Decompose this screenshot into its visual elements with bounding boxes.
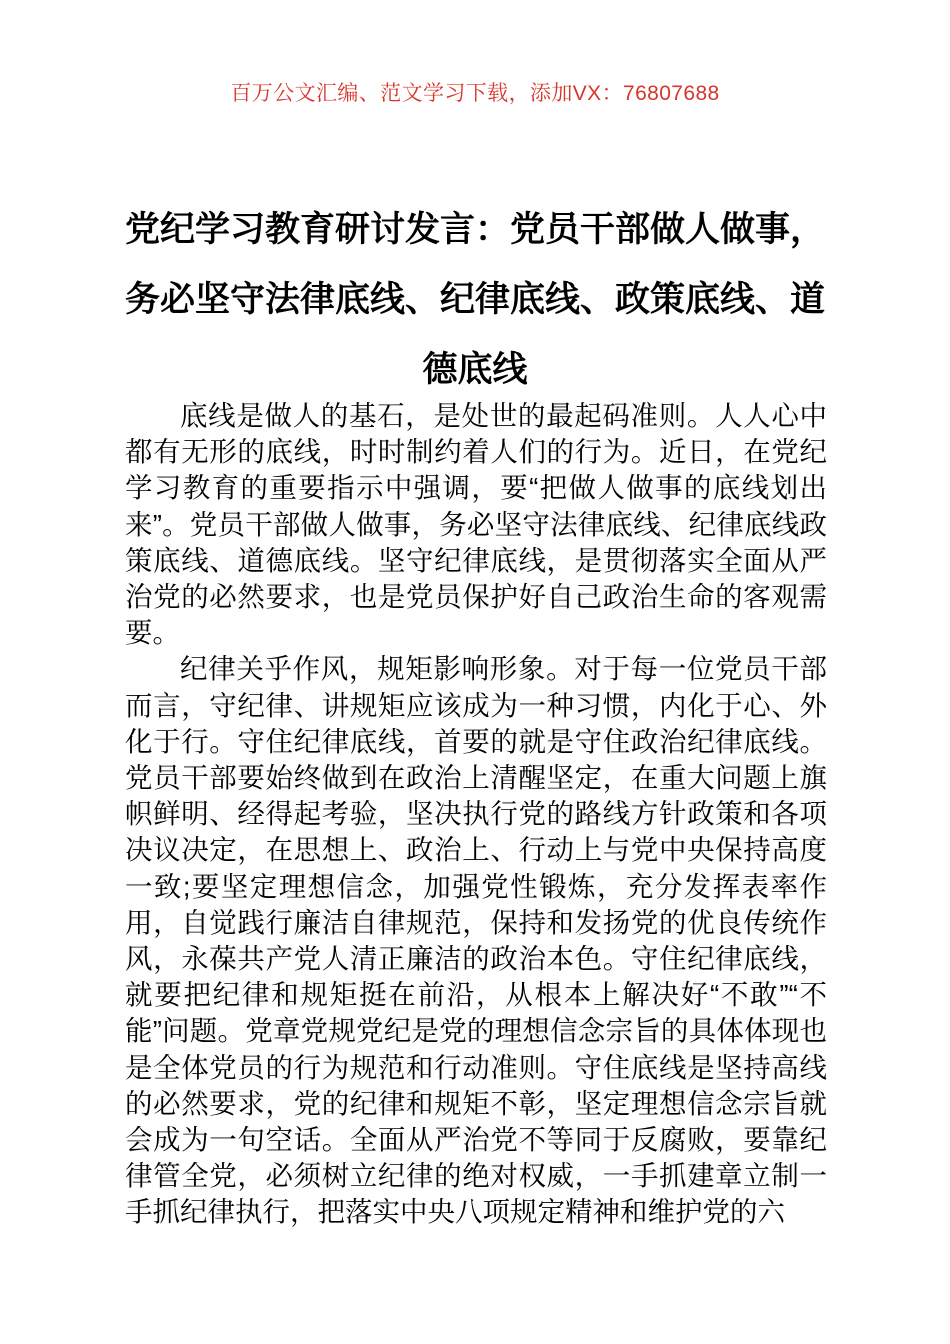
body-paragraph: 底线是做人的基石，是处世的最起码准则。人人心中都有无形的底线，时时制约着人们的行为。近日，在党纪学习教育的重要指示中强调，要“把做人做事的底线划出来”。党员干部做人做事，务必坚守法律底线、纪律底线政策底线、道德底线。坚守纪律底线，是贯彻落实全面从严治党的必然要求，也是党员保护好自己政治生命的客观需要。 [125,400,827,649]
page-title: 党纪学习教育研讨发言：党员干部做人做事，务必坚守法律底线、纪律底线、政策底线、道德底线 [125,210,826,390]
body-paragraph: 纪律关乎作风，规矩影响形象。对于每一位党员干部而言，守纪律、讲规矩应该成为一种习惯，内化于心、外化于行。守住纪律底线，首要的就是守住政治纪律底线。党员干部要始终做到在政治上清醒坚定，在重大问题上旗帜鲜明、经得起考验，坚决执行党的路线方针政策和各项决议决定，在思想上、政治上、行动上与党中央保持高度一致;要坚定理想信念，加强党性锻炼，充分发挥表率作用，自觉践行廉洁自律规范，保持和发扬党的优良传统作风，永葆共产党人清正廉洁的政治本色。守住纪律底线，就要把纪律和规矩挺在前沿，从根本上解决好“不敢”“不能”问题。党章党规党纪是党的理想信念宗旨的具体体现也是全体党员的行为规范和行动准则。守住底线是坚持高线的必然要求，党的纪律和规矩不彰，坚定理想信念宗旨就会成为一句空话。全面从严治党不等同于反腐败，要靠纪律管全党，必须树立纪律的绝对权威，一手抓建章立制一手抓纪律执行，把落实中央八项规定精神和维护党的六 [125,653,827,1228]
document-body [125,398,827,1231]
promo-header-text: 百万公文汇编、范文学习下载，添加VX：76807688 [230,82,720,105]
